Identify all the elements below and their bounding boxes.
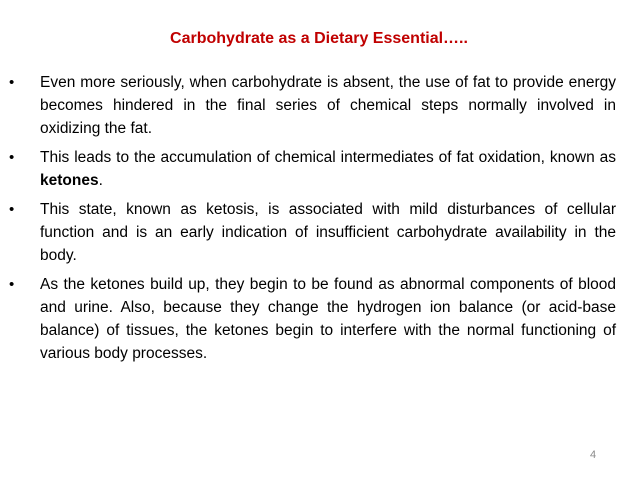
bullet-text: Even more seriously, when carbohydrate is absent, the use of fat to provide energy becomes hindered in the final series of chemical steps normally involved in oxidizing the fat.	[40, 74, 616, 137]
slide-title: Carbohydrate as a Dietary Essential…..	[170, 30, 468, 47]
list-item	[0, 198, 638, 267]
list-item	[0, 146, 638, 192]
bullet-text: As the ketones build up, they begin to be found as abnormal components of blood and urine. Also, because they change the hydrogen ion balance (or acid-base balance) of tissues, the ketones begin to interfere with the normal functioning of various body processes.	[40, 276, 616, 362]
bullet-icon: •	[9, 149, 15, 166]
bullet-icon: •	[9, 201, 15, 218]
bullet-list	[0, 71, 638, 371]
bullet-text: This state, known as ketosis, is associated with mild disturbances of cellular function and is an early indication of insufficient carbohydrate availability in the body.	[40, 201, 616, 264]
bullet-text: This leads to the accumulation of chemical intermediates of fat oxidation, known as	[40, 149, 616, 166]
bullet-text-end: .	[98, 172, 103, 189]
list-item	[0, 71, 638, 140]
page-number: 4	[590, 449, 597, 461]
bullet-icon: •	[9, 74, 15, 91]
bullet-icon: •	[9, 276, 15, 293]
list-item	[0, 273, 638, 365]
keyword-ketones: ketones	[40, 172, 99, 189]
